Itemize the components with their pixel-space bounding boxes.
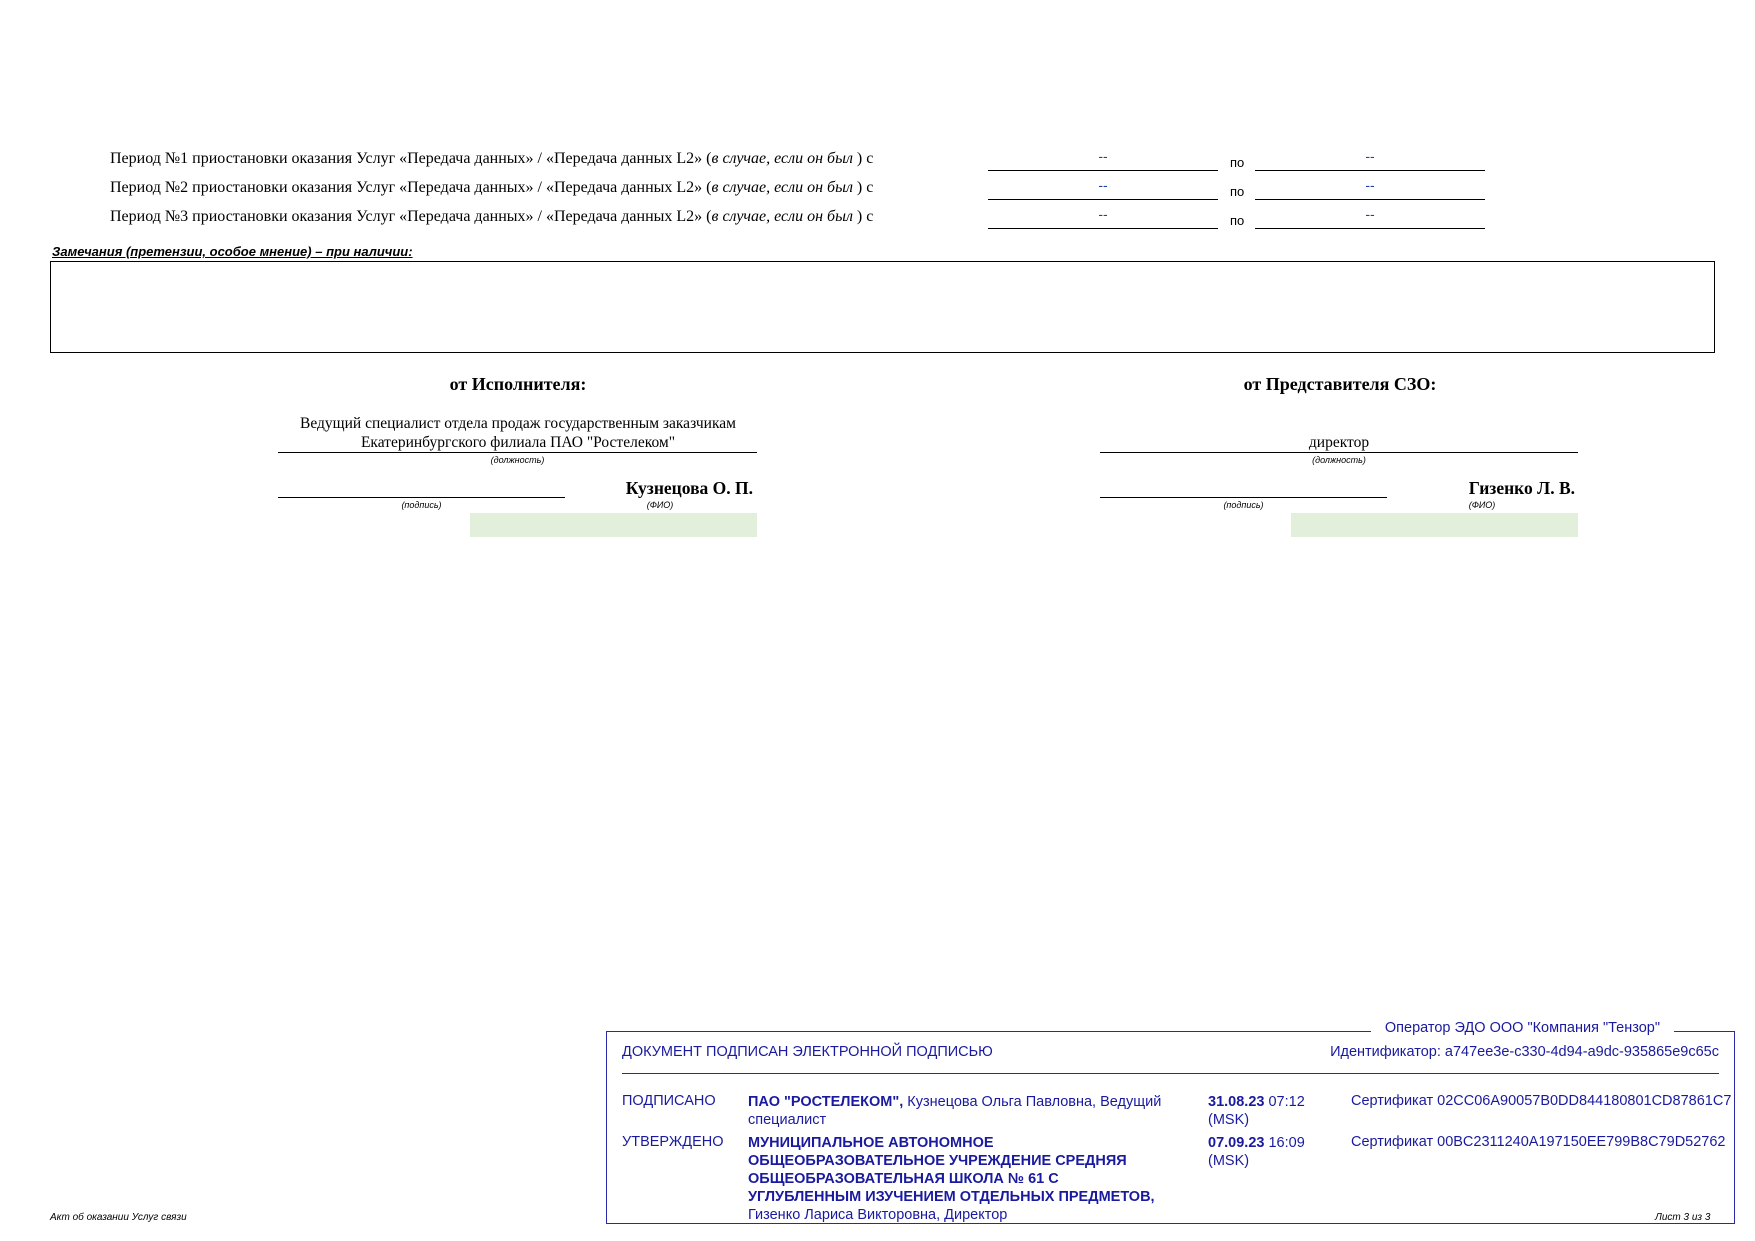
period-label: Период №3 приостановки оказания Услуг «Передача данных» / «Передача данных L2» (в случае, если он был ) с: [110, 208, 874, 225]
stamp-certificate: Сертификат 00BC2311240A197150EE799B8C79D52762: [1351, 1134, 1726, 1150]
period-note: в случае, если он был: [711, 208, 853, 225]
stamp-datetime: 31.08.23 07:12 (MSK): [1208, 1094, 1305, 1128]
period-from-field[interactable]: --: [988, 177, 1218, 200]
executor-fio: Кузнецова О. П.: [625, 478, 753, 498]
executor-heading: от Исполнителя:: [449, 374, 587, 394]
stamp-identifier: Идентификатор: a747ee3e-c330-4d94-a9dc-935865e9c65c: [1330, 1044, 1719, 1060]
executor-highlight-cell: [470, 513, 757, 537]
stamp-status: ПОДПИСАНО: [622, 1093, 716, 1109]
period-to-field[interactable]: --: [1255, 148, 1485, 171]
remarks-box[interactable]: [50, 261, 1715, 353]
period-row-2: [0, 179, 1755, 205]
representative-position-line: [1100, 452, 1578, 453]
footer-page-number: Лист 3 из 3: [1655, 1212, 1711, 1223]
executor-signature-line[interactable]: [278, 497, 565, 498]
period-note: в случае, если он был: [711, 179, 853, 196]
period-from-field[interactable]: --: [988, 206, 1218, 229]
representative-heading: от Представителя СЗО:: [1243, 374, 1437, 394]
period-label: Период №2 приостановки оказания Услуг «Передача данных» / «Передача данных L2» (в случае, если он был ) с: [110, 179, 874, 196]
executor-fio-caption: (ФИО): [646, 500, 674, 510]
representative-position-caption: (должность): [1312, 455, 1366, 465]
representative-signature-line[interactable]: [1100, 497, 1387, 498]
period-row-3: [0, 208, 1755, 234]
stamp-operator: Оператор ЭДО ООО "Компания "Тензор": [1371, 1020, 1674, 1036]
period-note: в случае, если он был: [711, 150, 853, 167]
representative-position: директор: [1308, 434, 1370, 451]
period-from-field[interactable]: --: [988, 148, 1218, 171]
period-to-field[interactable]: --: [1255, 206, 1485, 229]
stamp-status: УТВЕРЖДЕНО: [622, 1134, 724, 1150]
stamp-heading: ДОКУМЕНТ ПОДПИСАН ЭЛЕКТРОННОЙ ПОДПИСЬЮ: [622, 1044, 993, 1060]
executor-position: Ведущий специалист отдела продаж государственным заказчикам Екатеринбургского филиала ПАО "Ростелеком": [300, 415, 736, 451]
stamp-signer: ПАО "РОСТЕЛЕКОМ", Кузнецова Ольга Павловна, Ведущий специалист: [748, 1094, 1162, 1128]
executor-position-caption: (должность): [490, 455, 545, 465]
stamp-datetime: 07.09.23 16:09 (MSK): [1208, 1135, 1305, 1169]
representative-fio: Гизенко Л. В.: [1468, 478, 1575, 498]
stamp-certificate: Сертификат 02CC06A90057B0DD844180801CD87861C7: [1351, 1093, 1732, 1109]
representative-fio-caption: (ФИО): [1468, 500, 1496, 510]
executor-position-line: [278, 452, 757, 453]
representative-signature-caption: (подпись): [1223, 500, 1264, 510]
stamp-divider: [622, 1073, 1719, 1074]
period-label: Период №1 приостановки оказания Услуг «Передача данных» / «Передача данных L2» (в случае, если он был ) с: [110, 150, 874, 167]
to-label: по: [1230, 184, 1245, 199]
to-label: по: [1230, 155, 1245, 170]
executor-signature-caption: (подпись): [401, 500, 442, 510]
footer-document-name: Акт об оказании Услуг связи: [50, 1212, 187, 1223]
e-signature-stamp: [606, 1020, 1735, 1224]
representative-highlight-cell: [1291, 513, 1578, 537]
period-to-field[interactable]: --: [1255, 177, 1485, 200]
stamp-signer: МУНИЦИПАЛЬНОЕ АВТОНОМНОЕ ОБЩЕОБРАЗОВАТЕЛЬНОЕ УЧРЕЖДЕНИЕ СРЕДНЯЯ ОБЩЕОБРАЗОВАТЕЛЬНАЯ ШКОЛА № 61 С УГЛУБЛЕННЫМ ИЗУЧЕНИЕМ ОТДЕЛЬНЫХ ПРЕДМЕТОВ, Гизенко Лариса Викторовна, Директор: [748, 1135, 1155, 1223]
period-row-1: [0, 150, 1755, 176]
to-label: по: [1230, 213, 1245, 228]
remarks-label: Замечания (претензии, особое мнение) – при наличии:: [52, 244, 413, 259]
